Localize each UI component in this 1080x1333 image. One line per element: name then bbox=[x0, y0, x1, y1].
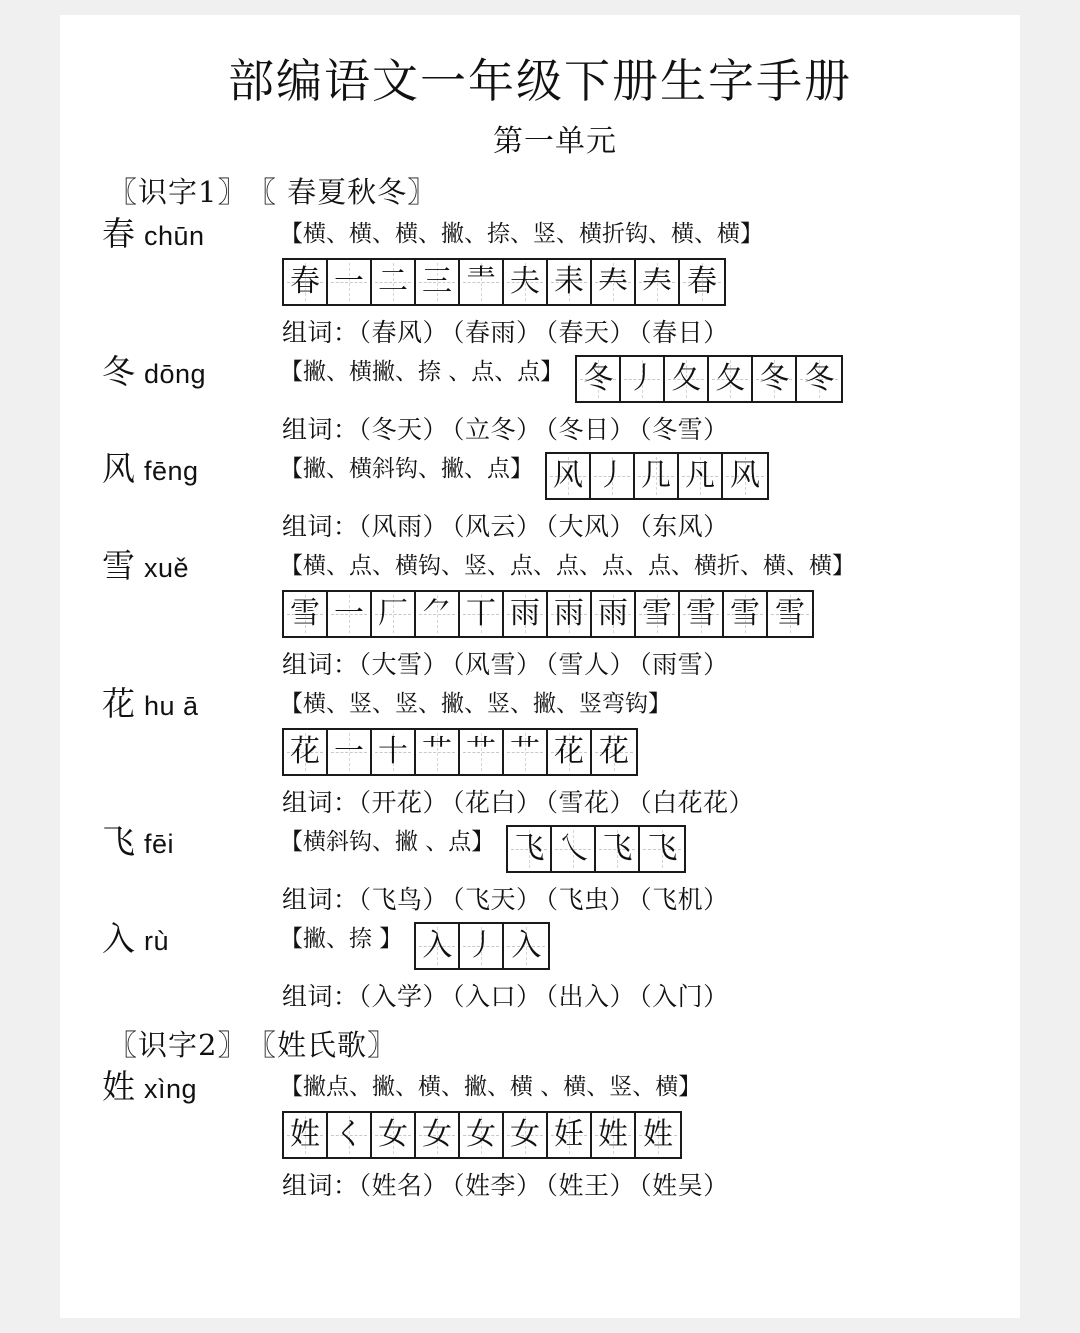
grid-cell-glyph: 女 bbox=[378, 1116, 408, 1152]
word-example: （大风） bbox=[545, 511, 636, 541]
word-example: （开花） bbox=[358, 787, 449, 817]
grid-cell[interactable] bbox=[284, 592, 328, 636]
word-example: （雪花） bbox=[545, 787, 636, 817]
grid-cell-glyph: 雪 bbox=[775, 595, 805, 631]
character-heading bbox=[102, 821, 280, 861]
grid-cell-glyph: 丿 bbox=[627, 360, 658, 396]
grid-cell[interactable] bbox=[504, 924, 548, 968]
grid-cell-glyph: 姓 bbox=[643, 1116, 673, 1152]
character-pinyin: rù bbox=[144, 925, 170, 956]
stroke-practice-grid bbox=[545, 452, 769, 500]
character-heading bbox=[102, 213, 280, 253]
character-heading bbox=[102, 918, 280, 958]
grid-cell[interactable] bbox=[665, 357, 709, 401]
grid-cell-glyph: 雪 bbox=[686, 595, 716, 631]
grid-cell[interactable] bbox=[636, 1113, 680, 1157]
grid-cell[interactable] bbox=[680, 260, 724, 304]
character-heading bbox=[102, 351, 280, 391]
grid-cell-glyph: 𡗗 bbox=[598, 263, 628, 299]
word-examples-row bbox=[102, 645, 1020, 681]
grid-row bbox=[102, 590, 1020, 638]
grid-cell-glyph: 春 bbox=[290, 263, 320, 299]
stroke-practice-grid bbox=[282, 1111, 682, 1159]
grid-cell[interactable] bbox=[592, 260, 636, 304]
character-pinyin: fēng bbox=[144, 455, 199, 486]
grid-cell[interactable] bbox=[508, 827, 552, 871]
grid-cell-glyph: 冬 bbox=[759, 360, 790, 396]
grid-cell-glyph: 妊 bbox=[554, 1116, 584, 1152]
grid-cell-glyph: 夫 bbox=[510, 263, 540, 299]
page-title: 部编语文一年级下册生字手册 bbox=[228, 54, 852, 108]
character-glyph: 入 bbox=[102, 918, 135, 958]
stroke-order-list: 【撇、横撇、捺 、点、点】 bbox=[280, 358, 564, 385]
character-glyph: 冬 bbox=[102, 351, 135, 391]
word-examples-label: 组词： bbox=[282, 787, 359, 817]
section-label: 〖识字1〗 bbox=[108, 174, 248, 209]
character-entry bbox=[60, 545, 1020, 681]
grid-cell-glyph: 飞 bbox=[647, 830, 678, 866]
word-example: （冬日） bbox=[545, 414, 636, 444]
entry-header-row bbox=[102, 821, 1020, 873]
word-examples-row bbox=[102, 410, 1020, 446]
grid-cell-glyph: 艹 bbox=[510, 733, 540, 769]
entry-header-row bbox=[102, 1066, 1020, 1106]
section-label: 〖识字2〗 bbox=[108, 1027, 248, 1062]
grid-cell[interactable] bbox=[596, 827, 640, 871]
grid-cell[interactable] bbox=[416, 592, 460, 636]
grid-cell[interactable] bbox=[372, 260, 416, 304]
grid-cell[interactable] bbox=[460, 730, 504, 774]
grid-cell[interactable] bbox=[724, 592, 768, 636]
word-example: （风雪） bbox=[452, 649, 542, 679]
character-pinyin: chūn bbox=[144, 220, 205, 251]
section-topic: 〖姓氏歌〗 bbox=[261, 1027, 397, 1062]
grid-cell-glyph: 冬 bbox=[804, 360, 835, 396]
grid-cell[interactable] bbox=[679, 454, 723, 498]
entry-header-row bbox=[102, 351, 1020, 403]
word-examples-row bbox=[102, 977, 1020, 1013]
grid-cell-glyph: 夂 bbox=[671, 360, 702, 396]
grid-row bbox=[102, 258, 1020, 306]
grid-cell-glyph: 一 bbox=[334, 733, 364, 769]
grid-cell-glyph: 雪 bbox=[290, 595, 320, 631]
grid-cell[interactable] bbox=[372, 1113, 416, 1157]
stroke-order-list: 【横斜钩、撇 、点】 bbox=[280, 828, 495, 855]
grid-cell[interactable] bbox=[460, 592, 504, 636]
stroke-order-list: 【横、横、横、撇、捺、竖、横折钩、横、横】 bbox=[280, 220, 763, 247]
grid-cell-glyph: 十 bbox=[378, 733, 408, 769]
grid-cell[interactable] bbox=[284, 260, 328, 304]
grid-cell-glyph: 厂 bbox=[378, 595, 408, 631]
character-pinyin: xuě bbox=[144, 552, 190, 583]
grid-cell-glyph: 几 bbox=[641, 457, 671, 493]
grid-cell-glyph: 𡗗 bbox=[642, 263, 672, 299]
section-heading-shizi-2 bbox=[60, 1023, 1020, 1064]
word-example: （雨雪） bbox=[639, 649, 729, 679]
character-entry bbox=[60, 1066, 1020, 1202]
stroke-practice-grid bbox=[282, 590, 814, 638]
stroke-order-list: 【撇、捺 】 bbox=[280, 925, 403, 952]
word-examples-row bbox=[102, 507, 1020, 543]
word-example: （飞虫） bbox=[545, 884, 636, 914]
grid-cell-glyph: 三 bbox=[422, 263, 452, 299]
unit-title: 第一单元 bbox=[493, 123, 617, 159]
grid-cell[interactable] bbox=[723, 454, 767, 498]
word-example: （雪人） bbox=[545, 649, 636, 679]
word-examples-row bbox=[102, 313, 1020, 349]
grid-cell[interactable] bbox=[640, 827, 684, 871]
grid-cell-glyph: 姓 bbox=[598, 1116, 628, 1152]
grid-cell-glyph: 夂 bbox=[715, 360, 746, 396]
word-examples-label: 组词： bbox=[282, 1170, 359, 1200]
grid-cell[interactable] bbox=[284, 730, 328, 774]
word-examples-label: 组词： bbox=[282, 649, 359, 679]
grid-cell-glyph: 雨 bbox=[510, 595, 540, 631]
grid-cell[interactable] bbox=[328, 592, 372, 636]
word-example: （入口） bbox=[452, 981, 542, 1011]
word-examples-label: 组词： bbox=[282, 981, 359, 1011]
grid-cell-glyph: 花 bbox=[599, 733, 629, 769]
entry-header-row bbox=[102, 213, 1020, 253]
word-example: （飞鸟） bbox=[358, 884, 449, 914]
word-example: （入门） bbox=[639, 981, 729, 1011]
stroke-practice-grid bbox=[575, 355, 843, 403]
grid-cell[interactable] bbox=[504, 1113, 548, 1157]
grid-cell-glyph: 二 bbox=[378, 263, 408, 299]
grid-cell[interactable] bbox=[328, 1113, 372, 1157]
word-example: （飞机） bbox=[639, 884, 729, 914]
grid-cell-glyph: 雨 bbox=[598, 595, 628, 631]
grid-cell[interactable] bbox=[768, 592, 812, 636]
character-entry bbox=[60, 918, 1020, 1013]
page-sheet bbox=[60, 15, 1020, 1318]
stroke-order-list: 【横、点、横钩、竖、点、点、点、点、横折、横、横】 bbox=[280, 552, 855, 579]
word-example: （冬雪） bbox=[639, 414, 729, 444]
grid-cell[interactable] bbox=[548, 1113, 592, 1157]
word-example: （出入） bbox=[545, 981, 636, 1011]
character-pinyin: hu ā bbox=[144, 690, 199, 721]
grid-cell[interactable] bbox=[636, 592, 680, 636]
stroke-practice-grid bbox=[506, 825, 686, 873]
word-example: （姓王） bbox=[545, 1170, 636, 1200]
character-glyph: 雪 bbox=[102, 545, 135, 585]
grid-cell[interactable] bbox=[372, 592, 416, 636]
character-glyph: 花 bbox=[102, 683, 135, 723]
word-examples-label: 组词： bbox=[282, 317, 359, 347]
grid-cell[interactable] bbox=[753, 357, 797, 401]
stroke-order-list: 【撇、横斜钩、撇、点】 bbox=[280, 455, 533, 482]
stroke-practice-grid bbox=[414, 922, 550, 970]
grid-cell-glyph: 女 bbox=[422, 1116, 452, 1152]
grid-cell-glyph: 丅 bbox=[466, 595, 496, 631]
word-examples-row bbox=[102, 880, 1020, 916]
word-examples-row bbox=[102, 1166, 1020, 1202]
grid-row bbox=[102, 1111, 1020, 1159]
entry-header-row bbox=[102, 683, 1020, 723]
word-example: （入学） bbox=[358, 981, 449, 1011]
grid-cell-glyph: 雪 bbox=[642, 595, 672, 631]
grid-cell-glyph: 雪 bbox=[730, 595, 760, 631]
grid-cell-glyph: 凡 bbox=[685, 457, 715, 493]
word-examples-label: 组词： bbox=[282, 884, 359, 914]
grid-cell[interactable] bbox=[577, 357, 621, 401]
grid-cell-glyph: 冬 bbox=[583, 360, 614, 396]
character-pinyin: fēi bbox=[144, 828, 175, 859]
grid-cell[interactable] bbox=[328, 730, 372, 774]
grid-cell[interactable] bbox=[635, 454, 679, 498]
character-heading bbox=[102, 545, 280, 585]
grid-cell[interactable] bbox=[592, 592, 636, 636]
character-glyph: 风 bbox=[102, 448, 135, 488]
grid-cell-glyph: ⺈ bbox=[422, 595, 452, 631]
stroke-order-list: 【撇点、撇、横、撇、横 、横、竖、横】 bbox=[280, 1073, 702, 1100]
grid-cell-glyph: 丿 bbox=[597, 457, 627, 493]
character-entry bbox=[60, 351, 1020, 446]
character-heading bbox=[102, 448, 280, 488]
word-example: （春日） bbox=[639, 317, 729, 347]
grid-cell[interactable] bbox=[680, 592, 724, 636]
grid-cell-glyph: 飞 bbox=[602, 830, 633, 866]
character-glyph: 姓 bbox=[102, 1066, 135, 1106]
grid-cell-glyph: 女 bbox=[510, 1116, 540, 1152]
character-heading bbox=[102, 1066, 280, 1106]
section-topic: 〖 春夏秋冬〗 bbox=[261, 174, 438, 209]
grid-cell-glyph: 耒 bbox=[554, 263, 584, 299]
word-example: （白花花） bbox=[639, 787, 755, 817]
grid-cell[interactable] bbox=[416, 260, 460, 304]
entry-header-row bbox=[102, 545, 1020, 585]
grid-cell-glyph: 艹 bbox=[466, 733, 496, 769]
word-example: （风云） bbox=[452, 511, 542, 541]
grid-cell[interactable] bbox=[592, 1113, 636, 1157]
grid-cell[interactable] bbox=[504, 730, 548, 774]
grid-cell[interactable] bbox=[592, 730, 636, 774]
grid-cell[interactable] bbox=[328, 260, 372, 304]
grid-cell[interactable] bbox=[548, 730, 592, 774]
word-example: （风雨） bbox=[358, 511, 449, 541]
grid-cell[interactable] bbox=[548, 260, 592, 304]
character-entry bbox=[60, 821, 1020, 916]
grid-cell[interactable] bbox=[504, 592, 548, 636]
grid-cell-glyph: 风 bbox=[730, 457, 760, 493]
word-example: （春天） bbox=[545, 317, 636, 347]
grid-cell[interactable] bbox=[372, 730, 416, 774]
grid-cell-glyph: 飞 bbox=[514, 830, 545, 866]
grid-cell-glyph: 姓 bbox=[290, 1116, 320, 1152]
grid-cell-glyph: 雨 bbox=[554, 595, 584, 631]
stroke-practice-grid bbox=[282, 258, 726, 306]
grid-cell[interactable] bbox=[591, 454, 635, 498]
word-example: （花白） bbox=[452, 787, 542, 817]
word-example: （姓名） bbox=[358, 1170, 449, 1200]
grid-cell[interactable] bbox=[547, 454, 591, 498]
word-examples-label: 组词： bbox=[282, 511, 359, 541]
grid-cell[interactable] bbox=[636, 260, 680, 304]
stroke-order-list: 【横、竖、竖、撇、竖、撇、竖弯钩】 bbox=[280, 690, 671, 717]
grid-cell-glyph: 乀 bbox=[558, 830, 589, 866]
entry-header-row bbox=[102, 918, 1020, 970]
grid-cell-glyph: 风 bbox=[553, 457, 583, 493]
word-example: （大雪） bbox=[358, 649, 449, 679]
character-entry bbox=[60, 683, 1020, 819]
word-example: （冬天） bbox=[358, 414, 449, 444]
word-example: （春雨） bbox=[452, 317, 542, 347]
word-example: （飞天） bbox=[452, 884, 542, 914]
character-entry bbox=[60, 448, 1020, 543]
grid-cell-glyph: 入 bbox=[511, 927, 542, 963]
grid-cell[interactable] bbox=[552, 827, 596, 871]
character-entry bbox=[60, 213, 1020, 349]
word-example: （姓吴） bbox=[639, 1170, 729, 1200]
word-example: （立冬） bbox=[452, 414, 542, 444]
grid-cell-glyph: 艹 bbox=[422, 733, 452, 769]
sections-container bbox=[60, 170, 1020, 1202]
grid-row bbox=[102, 728, 1020, 776]
grid-cell-glyph: 一 bbox=[334, 595, 364, 631]
word-example: （春风） bbox=[358, 317, 449, 347]
grid-cell-glyph: 龶 bbox=[466, 263, 496, 299]
character-heading bbox=[102, 683, 280, 723]
grid-cell[interactable] bbox=[416, 730, 460, 774]
word-examples-label: 组词： bbox=[282, 414, 359, 444]
grid-cell-glyph: く bbox=[334, 1116, 364, 1152]
word-examples-row bbox=[102, 783, 1020, 819]
grid-cell-glyph: 入 bbox=[422, 927, 453, 963]
grid-cell[interactable] bbox=[548, 592, 592, 636]
grid-cell[interactable] bbox=[621, 357, 665, 401]
grid-cell[interactable] bbox=[460, 260, 504, 304]
section-heading-shizi-1 bbox=[60, 170, 1020, 211]
grid-cell[interactable] bbox=[416, 924, 460, 968]
grid-cell[interactable] bbox=[460, 1113, 504, 1157]
entry-header-row bbox=[102, 448, 1020, 500]
grid-cell[interactable] bbox=[284, 1113, 328, 1157]
word-example: （姓李） bbox=[452, 1170, 542, 1200]
character-pinyin: xìng bbox=[144, 1073, 198, 1104]
grid-cell-glyph: 花 bbox=[290, 733, 320, 769]
character-glyph: 飞 bbox=[102, 821, 135, 861]
grid-cell-glyph: 春 bbox=[687, 263, 717, 299]
grid-cell[interactable] bbox=[709, 357, 753, 401]
grid-cell[interactable] bbox=[460, 924, 504, 968]
grid-cell-glyph: 女 bbox=[466, 1116, 496, 1152]
character-pinyin: dōng bbox=[144, 358, 207, 389]
grid-cell[interactable] bbox=[504, 260, 548, 304]
grid-cell-glyph: 一 bbox=[334, 263, 364, 299]
word-example: （东风） bbox=[639, 511, 729, 541]
grid-cell[interactable] bbox=[416, 1113, 460, 1157]
character-glyph: 春 bbox=[102, 213, 135, 253]
grid-cell[interactable] bbox=[797, 357, 841, 401]
grid-cell-glyph: 丿 bbox=[466, 927, 497, 963]
stroke-practice-grid bbox=[282, 728, 638, 776]
grid-cell-glyph: 花 bbox=[554, 733, 584, 769]
